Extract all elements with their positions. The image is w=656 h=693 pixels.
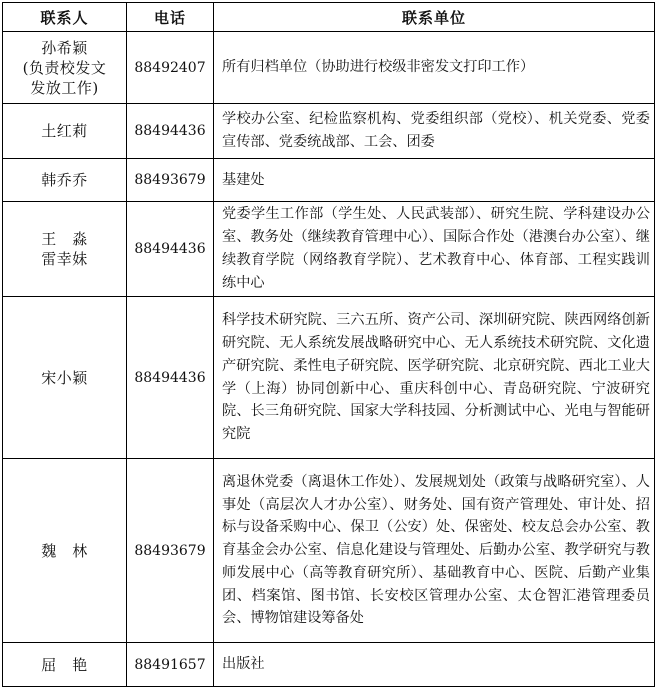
header-contact: 联系人 [3, 3, 127, 32]
contact-units: 离退休党委（离退休工作处）、发展规划处（政策与战略研究室）、人事处（高层次人才办公室）、财务处、国有资产管理处、审计处、招标与设备采购中心、保卫（公安）处、保密处、校友总会办公室、教育基金会办公室、信息化建设与管理处、后勤办公室、教学研究与教师发展中心（高等教育研究所）、基础教育中心、医院、后勤产业集团、档案馆、图书馆、长安校区管理办公室、太仓智汇港管理委员会、博物馆建设筹备处 [214, 459, 655, 643]
contact-phone: 88494436 [127, 202, 214, 297]
contact-name: 孙希颖 (负责校发文 发放工作) [3, 32, 127, 104]
table-row [3, 459, 655, 643]
contact-name: 韩乔乔 [3, 159, 127, 202]
contact-phone: 88491657 [127, 643, 214, 687]
contact-phone: 88493679 [127, 159, 214, 202]
contact-name: 王 淼 雷幸妹 [3, 202, 127, 297]
contact-phone: 88494436 [127, 297, 214, 459]
contact-table [2, 2, 655, 687]
table-row [3, 643, 655, 687]
table-row [3, 159, 655, 202]
table-row [3, 104, 655, 159]
contact-name: 屈 艳 [3, 643, 127, 687]
contact-units: 党委学生工作部（学生处、人民武装部）、研究生院、学科建设办公室、教务处（继续教育管理中心）、国际合作处（港澳台办公室）、继续教育学院（网络教育学院）、艺术教育中心、体育部、工程实践训练中心 [214, 202, 655, 297]
contact-phone: 88494436 [127, 104, 214, 159]
contact-units: 学校办公室、纪检监察机构、党委组织部（党校）、机关党委、党委宣传部、党委统战部、工会、团委 [214, 104, 655, 159]
header-units: 联系单位 [214, 3, 655, 32]
contact-phone: 88492407 [127, 32, 214, 104]
header-phone: 电话 [127, 3, 214, 32]
contact-name: 宋小颖 [3, 297, 127, 459]
contact-name: 魏 林 [3, 459, 127, 643]
contact-name: 土红莉 [3, 104, 127, 159]
table-row [3, 32, 655, 104]
contact-units: 所有归档单位（协助进行校级非密发文打印工作） [214, 32, 655, 104]
table-row [3, 297, 655, 459]
contact-units: 科学技术研究院、三六五所、资产公司、深圳研究院、陕西网络创新研究院、无人系统发展战略研究中心、无人系统技术研究院、文化遗产研究院、柔性电子研究院、医学研究院、北京研究院、西北工业大学（上海）协同创新中心、重庆科创中心、青岛研究院、宁波研究院、长三角研究院、国家大学科技园、分析测试中心、光电与智能研究院 [214, 297, 655, 459]
header-row [3, 3, 655, 32]
contact-units: 基建处 [214, 159, 655, 202]
contact-units: 出版社 [214, 643, 655, 687]
contact-phone: 88493679 [127, 459, 214, 643]
table-row [3, 202, 655, 297]
